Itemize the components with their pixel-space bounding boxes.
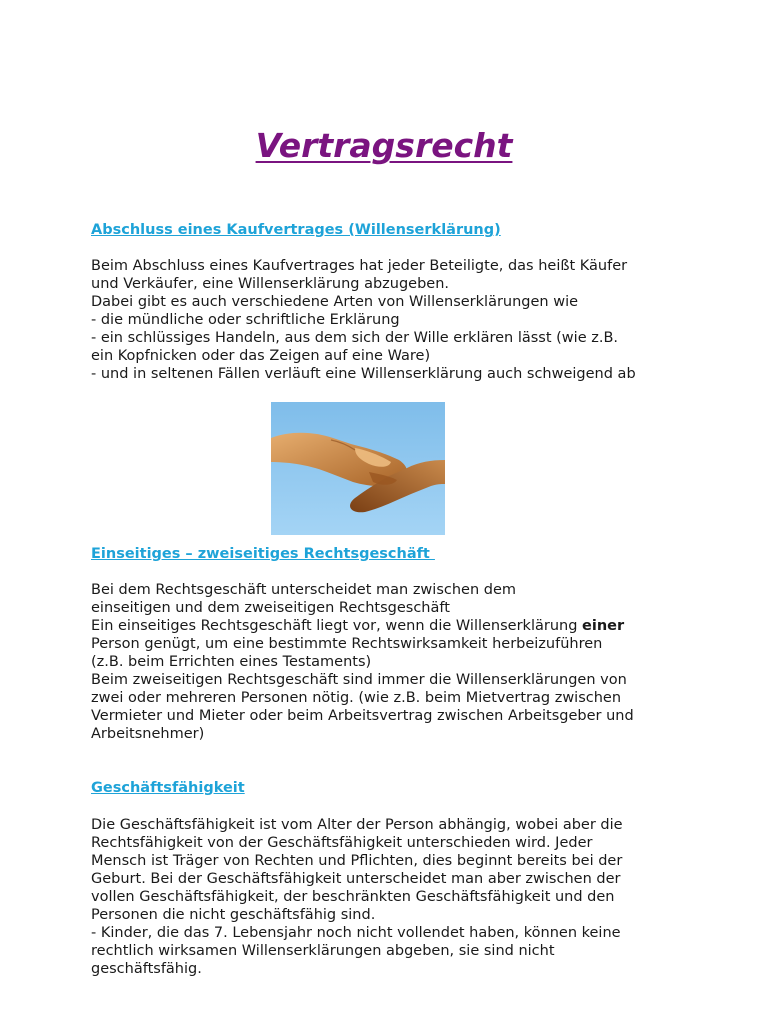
section-heading-kaufvertrag: Abschluss eines Kaufvertrages (Willenserklärung): [91, 222, 501, 238]
text-line: rechtlich wirksamen Willenserklärungen abgeben, sie sind nicht: [91, 943, 555, 959]
page-title: Vertragsrecht: [255, 126, 513, 165]
bold-word: einer: [582, 618, 625, 634]
text-line: Die Geschäftsfähigkeit ist vom Alter der Person abhängig, wobei aber die: [91, 817, 623, 833]
text-line: Geburt. Bei der Geschäftsfähigkeit unterscheidet man aber zwischen der: [91, 871, 621, 887]
text-line: Personen die nicht geschäftsfähig sind.: [91, 907, 376, 923]
text-line: geschäftsfähig.: [91, 961, 202, 977]
text-line: Beim zweiseitigen Rechtsgeschäft sind immer die Willenserklärungen von: [91, 672, 627, 688]
text-line: [91, 617, 691, 635]
text-line: vollen Geschäftsfähigkeit, der beschränkten Geschäftsfähigkeit und den: [91, 889, 615, 905]
text-line: Person genügt, um eine bestimmte Rechtswirksamkeit herbeizuführen: [91, 636, 603, 652]
text-line: ein Kopfnicken oder das Zeigen auf eine Ware): [91, 348, 431, 364]
text-line: Vermieter und Mieter oder beim Arbeitsvertrag zwischen Arbeitsgeber und: [91, 708, 634, 724]
text-line: Dabei gibt es auch verschiedene Arten von Willenserklärungen wie: [91, 294, 579, 310]
text-line: Mensch ist Träger von Rechten und Pflichten, dies beginnt bereits bei der: [91, 853, 623, 869]
text-segment: Ein einseitiges Rechtsgeschäft liegt vor, wenn die Willenserklärung: [91, 618, 583, 634]
text-line: Rechtsfähigkeit von der Geschäftsfähigkeit unterschieden wird. Jeder: [91, 835, 593, 851]
text-line: (z.B. beim Errichten eines Testaments): [91, 654, 372, 670]
section-text-geschaeftsfaehigkeit: [91, 816, 691, 978]
section-heading-geschaeftsfaehigkeit: Geschäftsfähigkeit: [91, 780, 245, 796]
text-line: und Verkäufer, eine Willenserklärung abzugeben.: [91, 276, 450, 292]
text-line: Arbeitsnehmer): [91, 726, 205, 742]
text-line: Beim Abschluss eines Kaufvertrages hat jeder Beteiligte, das heißt Käufer: [91, 258, 628, 274]
handshake-icon: [271, 402, 445, 535]
section-heading-rechtsgeschaeft: Einseitiges – zweiseitiges Rechtsgeschäft: [91, 546, 435, 562]
text-line: einseitigen und dem zweiseitigen Rechtsgeschäft: [91, 600, 450, 616]
section-text-rechtsgeschaeft: [91, 581, 691, 743]
handshake-image: [271, 402, 445, 535]
text-line: - und in seltenen Fällen verläuft eine Willenserklärung auch schweigend ab: [91, 366, 636, 382]
text-line: Bei dem Rechtsgeschäft unterscheidet man zwischen dem: [91, 582, 517, 598]
text-line: - ein schlüssiges Handeln, aus dem sich der Wille erklären lässt (wie z.B.: [91, 330, 618, 346]
text-line: zwei oder mehreren Personen nötig. (wie z.B. beim Mietvertrag zwischen: [91, 690, 622, 706]
text-line: - die mündliche oder schriftliche Erklärung: [91, 312, 400, 328]
text-line: - Kinder, die das 7. Lebensjahr noch nicht vollendet haben, können keine: [91, 925, 621, 941]
section-text-kaufvertrag: [91, 257, 691, 383]
